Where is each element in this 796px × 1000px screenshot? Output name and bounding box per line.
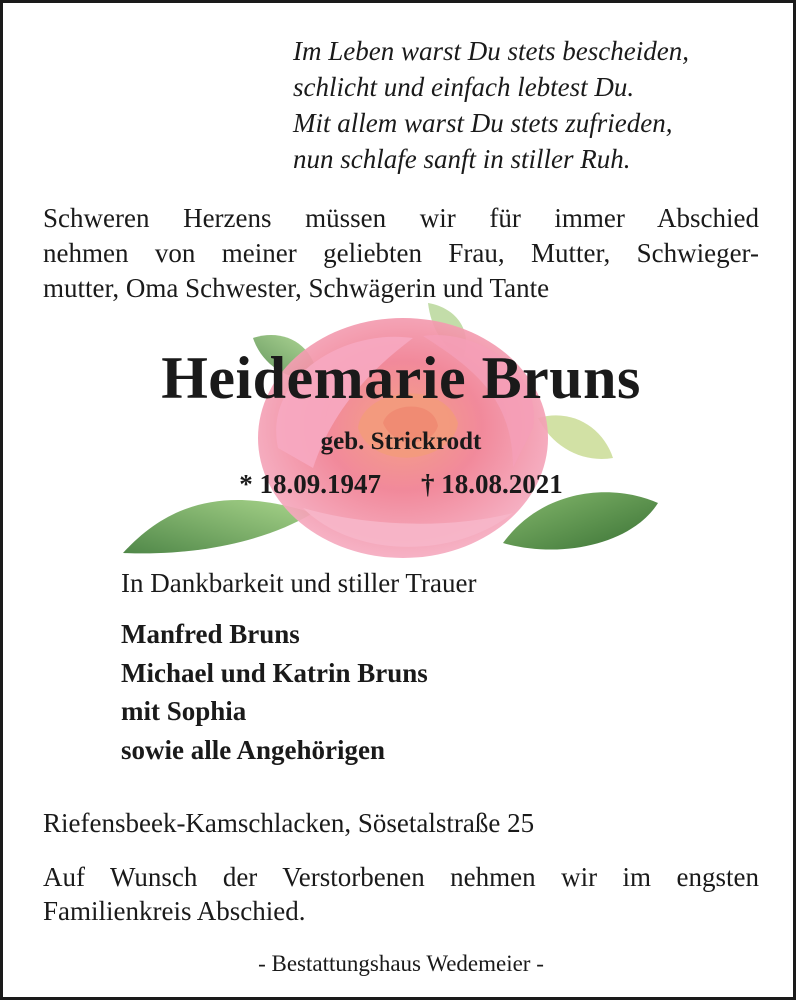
mourning-line: In Dankbarkeit und stiller Trauer xyxy=(121,568,477,598)
mourners-list xyxy=(121,615,428,769)
poem-line: Mit allem warst Du stets zufrieden, xyxy=(293,108,673,138)
intro-line: Schweren Herzens müssen wir für immer Abschied xyxy=(43,203,759,233)
mourner-name: sowie alle Angehörigen xyxy=(121,734,385,765)
address: Riefensbeek-Kamschlacken, Sösetalstraße 25 xyxy=(43,808,535,838)
life-dates xyxy=(3,466,796,502)
memorial-poem xyxy=(293,33,689,177)
notice-line: Auf Wunsch der Verstorbenen nehmen wir im engsten xyxy=(43,862,759,892)
mourner-name: mit Sophia xyxy=(121,696,247,726)
mourner-name: Michael und Katrin Bruns xyxy=(121,657,428,688)
poem-line: schlicht und einfach lebtest Du. xyxy=(293,72,635,102)
funeral-notice xyxy=(43,860,759,928)
death-date: † 18.08.2021 xyxy=(421,469,563,499)
leaf xyxy=(123,500,313,553)
intro-line: nehmen von meiner geliebten Frau, Mutter, Schwieger- xyxy=(43,238,759,268)
intro-line: mutter, Oma Schwester, Schwägerin und Tante xyxy=(43,273,550,303)
poem-line: Im Leben warst Du stets bescheiden, xyxy=(293,36,689,66)
funeral-home: - Bestattungshaus Wedemeier - xyxy=(258,951,544,976)
deceased-name: Heidemarie Bruns xyxy=(161,345,641,411)
poem-line: nun schlafe sanft in stiller Ruh. xyxy=(293,144,631,174)
notice-line: Familienkreis Abschied. xyxy=(43,896,306,926)
birth-name: geb. Strickrodt xyxy=(320,428,482,455)
intro-paragraph xyxy=(43,201,759,306)
birth-date: * 18.09.1947 xyxy=(239,469,381,499)
mourner-name: Manfred Bruns xyxy=(121,619,300,649)
